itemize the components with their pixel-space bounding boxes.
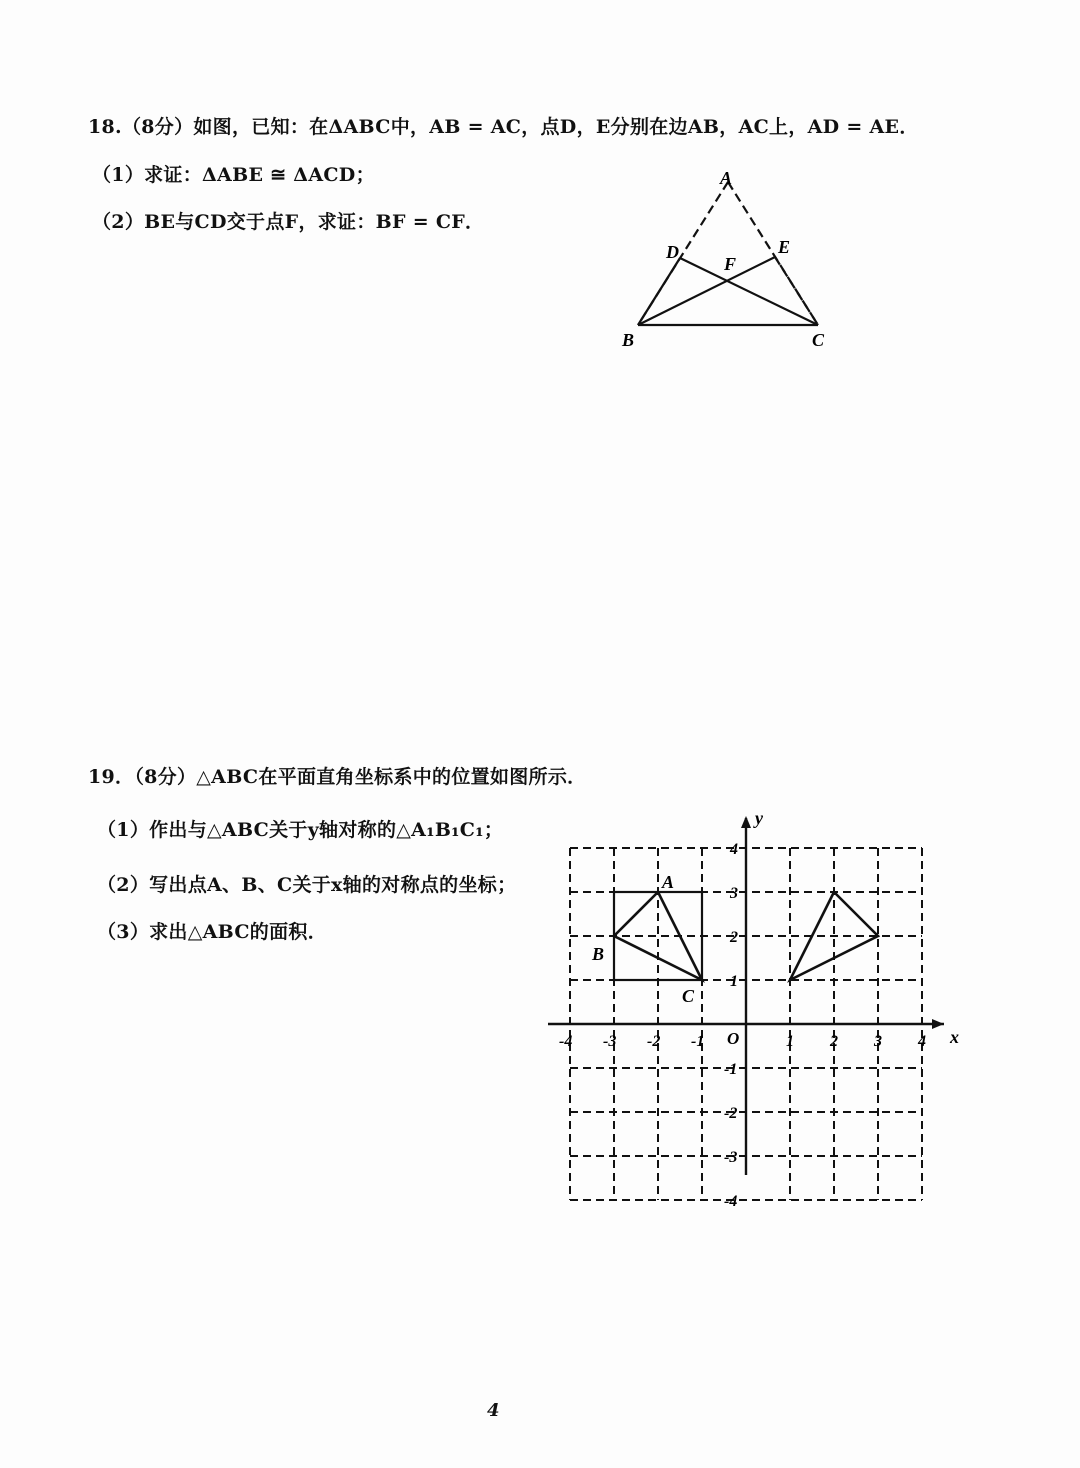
x-tick-label: 4 <box>918 1033 926 1050</box>
label-f: F <box>724 254 737 274</box>
y-tick-label: -2 <box>724 1105 738 1122</box>
q18-part1: （1）求证：ΔABE ≅ ΔACD； <box>92 164 375 186</box>
x-tick-label: -4 <box>559 1033 573 1050</box>
point-b-label: B <box>592 944 605 964</box>
label-b: B <box>622 330 635 350</box>
y-axis-label: y <box>755 808 763 828</box>
y-tick-label: 2 <box>730 929 738 946</box>
x-tick-label: -3 <box>603 1033 617 1050</box>
y-tick-label: -4 <box>724 1193 738 1210</box>
x-tick-label: -1 <box>691 1033 705 1050</box>
q19-coordinate-grid <box>540 808 970 1225</box>
label-a: A <box>720 168 733 188</box>
label-e: E <box>778 237 791 257</box>
label-d: D <box>666 242 679 262</box>
q19-title: 19．（8分）△ABC在平面直角坐标系中的位置如图所示． <box>88 766 587 788</box>
y-tick-label: 1 <box>730 973 738 990</box>
y-tick-label: 3 <box>730 885 738 902</box>
q18-title: 18.（8分）如图，已知：在ΔABC中，AB = AC，点D，E分别在边AB，AC上，AD = AE． <box>88 116 919 138</box>
q18-part2: （2）BE与CD交于点F，求证：BF = CF． <box>92 211 485 233</box>
x-axis-label: x <box>950 1027 959 1047</box>
x-tick-label: -2 <box>647 1033 661 1050</box>
point-c-label: C <box>682 986 695 1006</box>
label-c: C <box>812 330 825 350</box>
x-tick-label: 3 <box>874 1033 882 1050</box>
q19-part2: （2）写出点A、B、C关于x轴的对称点的坐标； <box>97 874 517 896</box>
x-axis-arrow <box>932 1019 944 1029</box>
q19-part3: （3）求出△ABC的面积． <box>97 921 328 943</box>
y-tick-label: 4 <box>730 841 738 858</box>
point-a-label: A <box>662 872 675 892</box>
q19-part1: （1）作出与△ABC关于y轴对称的△A₁B₁C₁； <box>97 819 504 841</box>
y-axis-arrow <box>741 816 751 828</box>
y-tick-label: -3 <box>724 1149 738 1166</box>
y-tick-label: -1 <box>724 1061 738 1078</box>
x-tick-label: 2 <box>830 1033 838 1050</box>
x-tick-label: 1 <box>786 1033 794 1050</box>
origin-label: O <box>727 1029 740 1048</box>
page-number: 4 <box>487 1400 500 1421</box>
q18-triangle-figure <box>610 160 840 360</box>
